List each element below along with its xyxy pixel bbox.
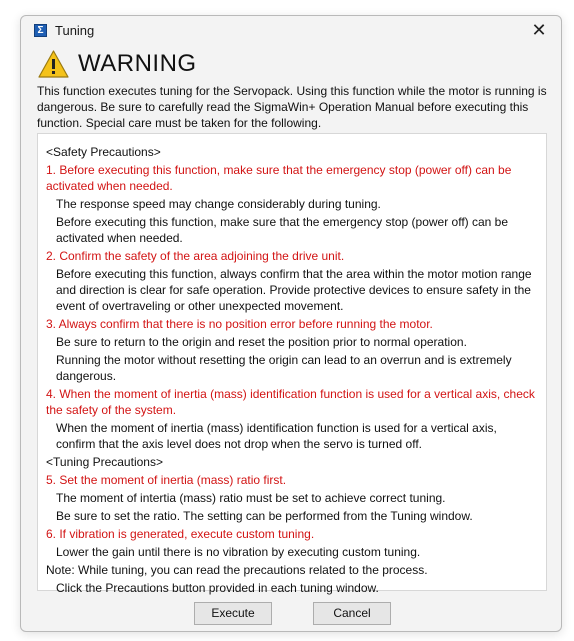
item-2-detail: Before executing this function, always confirm that the area within the motor motion range and direction is clear for safe operation. Provide protective devices to ensure safety in the event of overtraveling or other unexpected movement. [56,267,532,313]
item-1-detail: Before executing this function, make sure that the emergency stop (power off) can be activated when needed. [56,215,509,245]
item-5-heading: 5. Set the moment of inertia (mass) ratio first. [46,473,287,487]
item-6-heading: 6. If vibration is generated, execute custom tuning. [46,527,315,541]
safety-header: <Safety Precautions> [46,145,161,159]
item-5-detail: The moment of intertia (mass) ratio must be set to achieve correct tuning. [56,491,446,505]
item-6-detail: Lower the gain until there is no vibration by executing custom tuning. [56,545,421,559]
item-2-heading: 2. Confirm the safety of the area adjoining the drive unit. [46,249,345,263]
warning-title: WARNING [78,50,197,77]
item-1-heading: 1. Before executing this function, make sure that the emergency stop (power off) can be activated when needed. [46,163,512,193]
execute-button[interactable]: Execute [194,602,272,625]
cancel-button[interactable]: Cancel [313,602,391,625]
item-5-detail: Be sure to set the ratio. The setting can be performed from the Tuning window. [56,509,473,523]
item-3-heading: 3. Always confirm that there is no position error before running the motor. [46,317,433,331]
title-bar[interactable] [21,16,561,46]
window-title: Tuning [55,23,95,38]
warning-header [37,49,537,79]
item-1-detail: The response speed may change considerably during tuning. [56,197,381,211]
item-4-heading: 4. When the moment of inertia (mass) identification function is used for a vertical axis, check the safety of the system. [46,387,535,417]
note-text: Note: While tuning, you can read the precautions related to the process. [46,563,428,577]
close-icon[interactable]: ✕ [531,20,547,40]
warning-triangle-icon [37,49,70,79]
sigma-app-icon: Σ [34,24,47,37]
precautions-panel[interactable] [37,133,547,595]
note-detail: Click the Precautions button provided in each tuning window. [56,581,379,595]
item-3-detail: Running the motor without resetting the origin can lead to an overrun and is extremely dangerous. [56,353,512,383]
tuning-dialog [20,15,562,632]
tuning-header: <Tuning Precautions> [46,455,163,469]
intro-text: This function executes tuning for the Servopack. Using this function while the motor is running is dangerous. Be sure to carefully read the SigmaWin+ Operation Manual before executing this function. Special care must be taken for the following. [37,84,547,130]
item-4-detail: When the moment of inertia (mass) identification function is used for a vertical axis, confirm that the axis level does not drop when the servo is turned off. [56,421,497,451]
item-3-detail: Be sure to return to the origin and reset the position prior to normal operation. [56,335,467,349]
